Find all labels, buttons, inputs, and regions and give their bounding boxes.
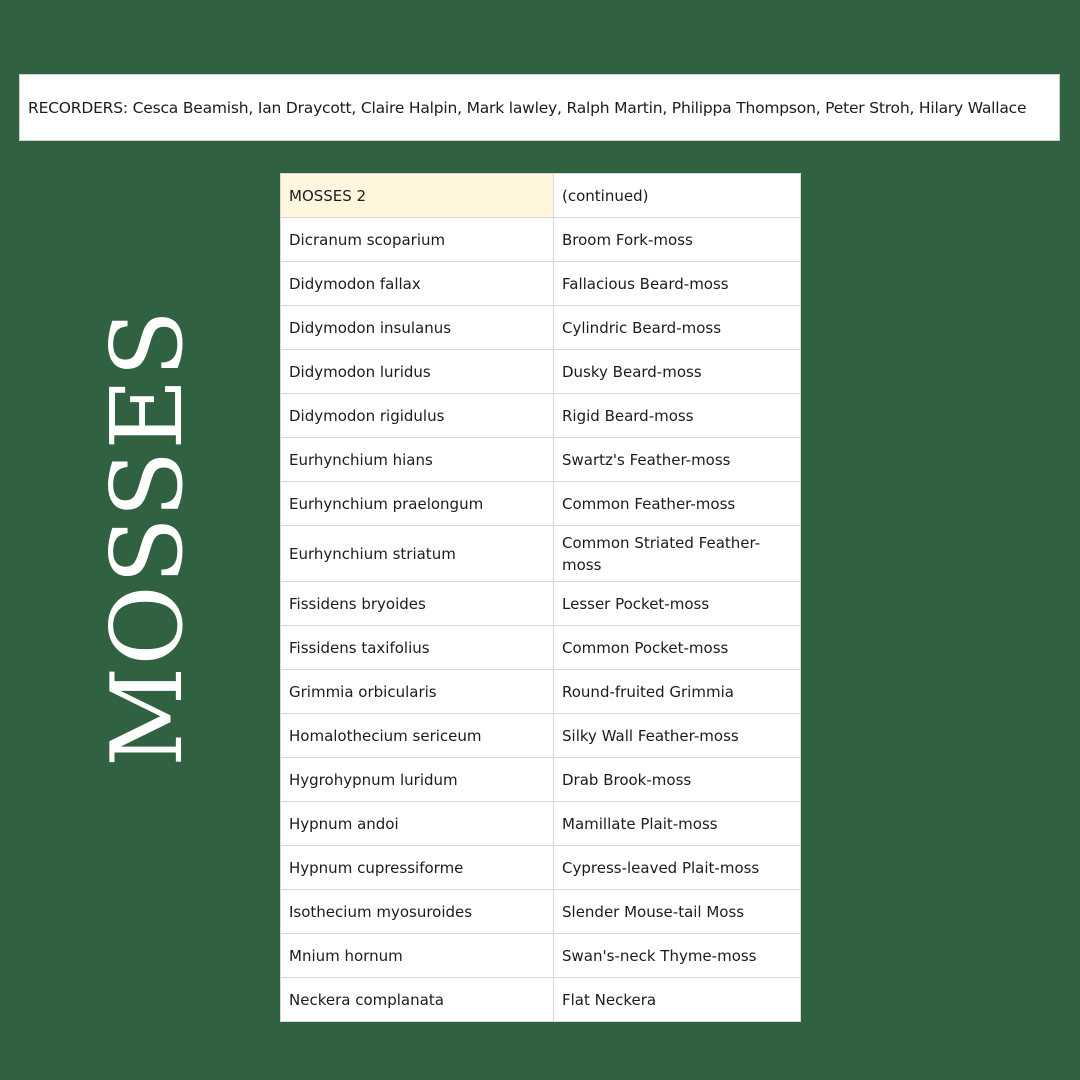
latin-name-cell: Isothecium myosuroides <box>281 890 554 934</box>
latin-name-cell: Homalothecium sericeum <box>281 714 554 758</box>
common-name-cell: Round-fruited Grimmia <box>554 670 801 714</box>
table-row <box>281 846 801 890</box>
table-row <box>281 890 801 934</box>
side-title: MOSSES <box>91 309 205 767</box>
common-name-cell: Drab Brook-moss <box>554 758 801 802</box>
table-row <box>281 758 801 802</box>
latin-name-cell: Didymodon fallax <box>281 262 554 306</box>
latin-name-cell: Didymodon luridus <box>281 350 554 394</box>
table-row <box>281 482 801 526</box>
common-name-cell: Cypress-leaved Plait-moss <box>554 846 801 890</box>
common-name-cell: Flat Neckera <box>554 978 801 1022</box>
table-header-continued: (continued) <box>554 174 801 218</box>
latin-name-cell: Grimmia orbicularis <box>281 670 554 714</box>
latin-name-cell: Fissidens taxifolius <box>281 626 554 670</box>
table-row <box>281 306 801 350</box>
common-name-cell: Cylindric Beard-moss <box>554 306 801 350</box>
table-row <box>281 626 801 670</box>
table-row <box>281 582 801 626</box>
common-name-cell: Slender Mouse-tail Moss <box>554 890 801 934</box>
latin-name-cell: Eurhynchium striatum <box>281 526 554 582</box>
common-name-cell: Fallacious Beard-moss <box>554 262 801 306</box>
table-row <box>281 394 801 438</box>
latin-name-cell: Hypnum andoi <box>281 802 554 846</box>
latin-name-cell: Dicranum scoparium <box>281 218 554 262</box>
latin-name-cell: Eurhynchium hians <box>281 438 554 482</box>
table-header-row <box>281 174 801 218</box>
latin-name-cell: Didymodon rigidulus <box>281 394 554 438</box>
latin-name-cell: Didymodon insulanus <box>281 306 554 350</box>
table-row <box>281 714 801 758</box>
latin-name-cell: Eurhynchium praelongum <box>281 482 554 526</box>
table-row <box>281 934 801 978</box>
table-row <box>281 802 801 846</box>
common-name-cell: Silky Wall Feather-moss <box>554 714 801 758</box>
common-name-cell: Swartz's Feather-moss <box>554 438 801 482</box>
species-table <box>280 173 801 1022</box>
recorders-text: RECORDERS: Cesca Beamish, Ian Draycott, Claire Halpin, Mark lawley, Ralph Martin, Philippa Thompson, Peter Stroh, Hilary Wallace <box>28 98 1027 117</box>
common-name-cell: Mamillate Plait-moss <box>554 802 801 846</box>
table-row <box>281 978 801 1022</box>
common-name-cell: Dusky Beard-moss <box>554 350 801 394</box>
table-row <box>281 350 801 394</box>
latin-name-cell: Neckera complanata <box>281 978 554 1022</box>
recorders-box <box>19 74 1060 141</box>
table-row <box>281 218 801 262</box>
common-name-cell: Common Striated Feather-moss <box>554 526 801 582</box>
table-row <box>281 526 801 582</box>
common-name-cell: Broom Fork-moss <box>554 218 801 262</box>
table-header-title: MOSSES 2 <box>281 174 554 218</box>
common-name-cell: Common Feather-moss <box>554 482 801 526</box>
table-row <box>281 262 801 306</box>
latin-name-cell: Hygrohypnum luridum <box>281 758 554 802</box>
table-row <box>281 670 801 714</box>
latin-name-cell: Hypnum cupressiforme <box>281 846 554 890</box>
common-name-cell: Common Pocket-moss <box>554 626 801 670</box>
common-name-cell: Swan's-neck Thyme-moss <box>554 934 801 978</box>
common-name-cell: Lesser Pocket-moss <box>554 582 801 626</box>
latin-name-cell: Mnium hornum <box>281 934 554 978</box>
latin-name-cell: Fissidens bryoides <box>281 582 554 626</box>
table-row <box>281 438 801 482</box>
common-name-cell: Rigid Beard-moss <box>554 394 801 438</box>
